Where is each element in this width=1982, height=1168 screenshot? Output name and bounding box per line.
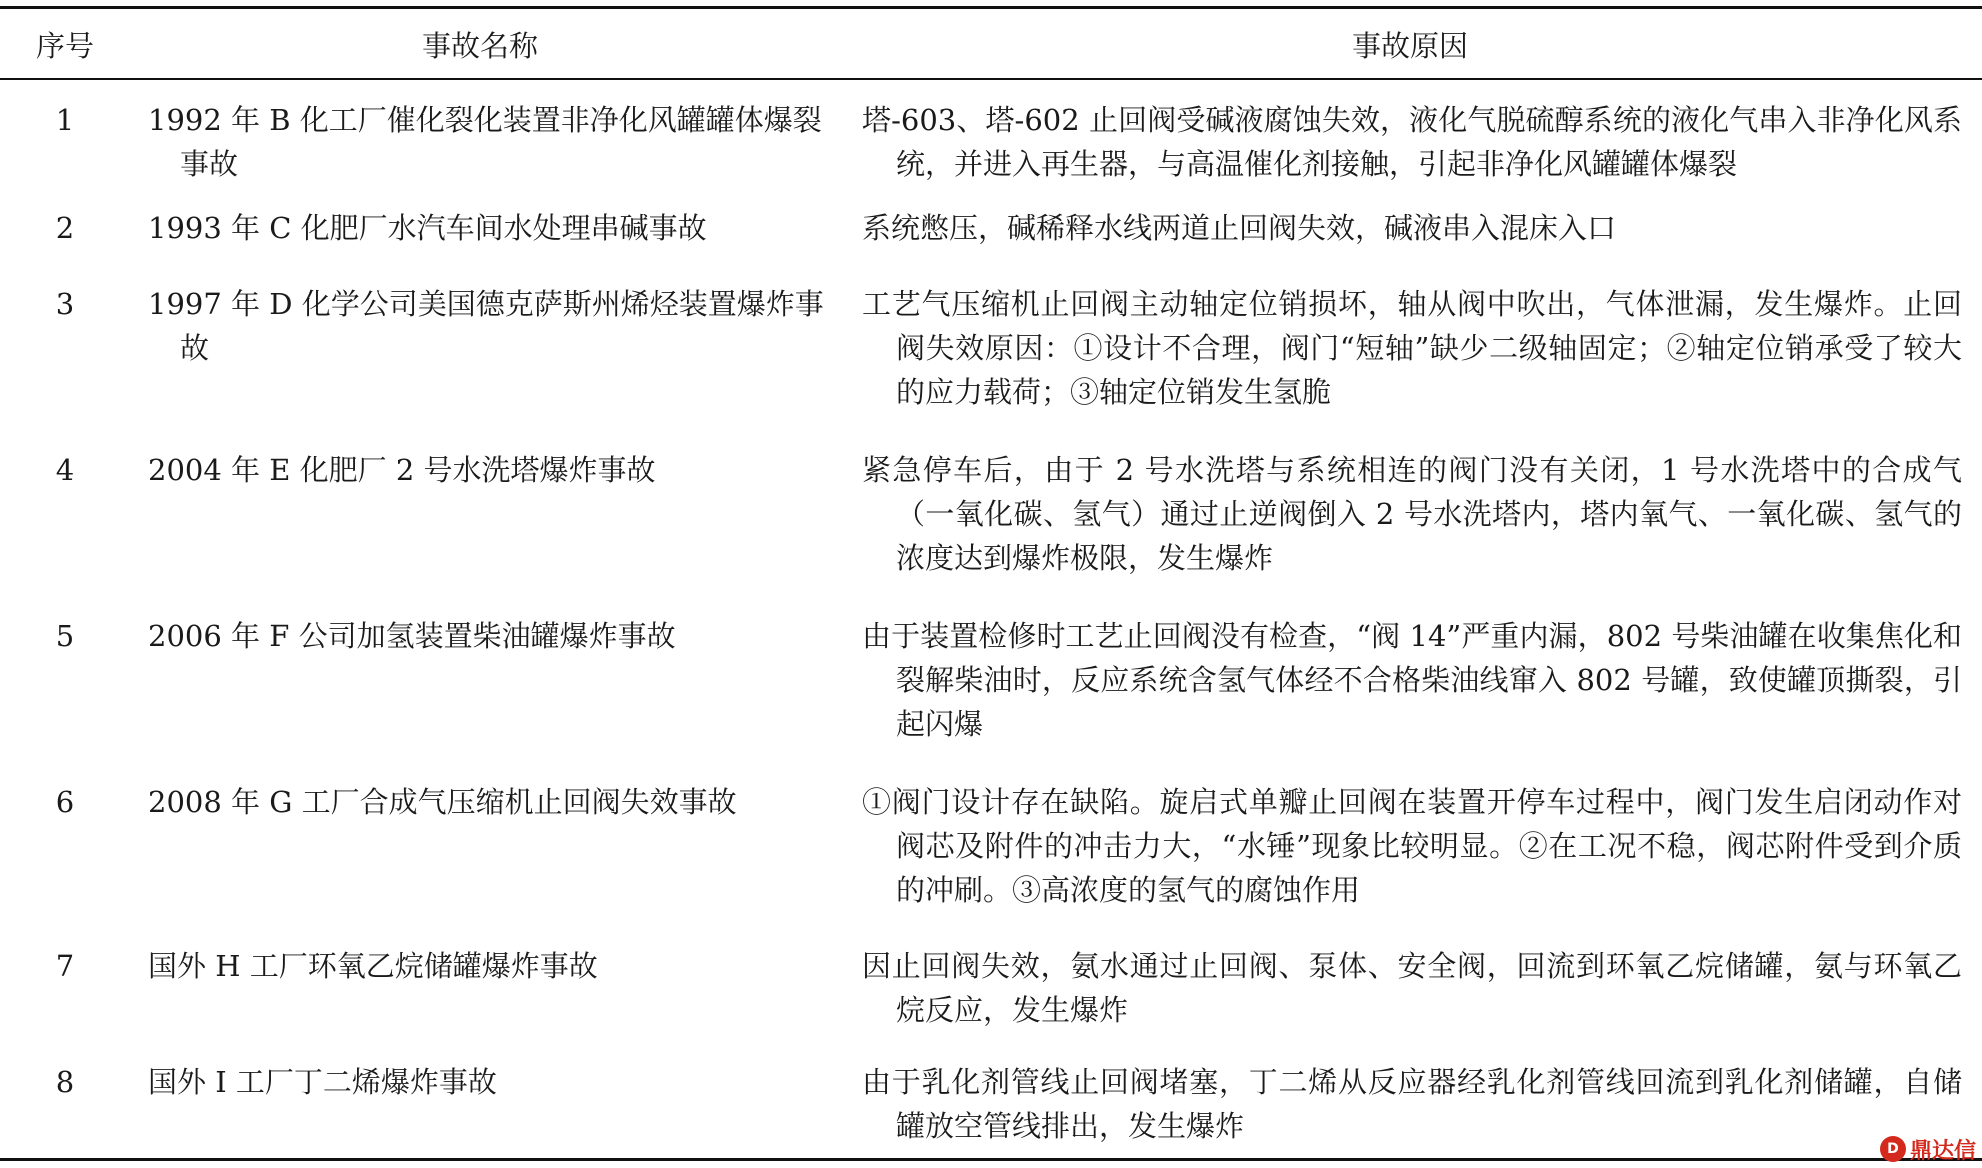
row-cause: 紧急停车后，由于 2 号水洗塔与系统相连的阀门没有关闭，1 号水洗塔中的合成气（一氧化碳、氢气）通过止逆阀倒入 2 号水洗塔内，塔内氧气、一氧化碳、氢气的浓度达到爆炸极限，发生爆炸: [862, 453, 1962, 575]
row-seq: 2: [55, 211, 75, 245]
row-seq: 8: [55, 1065, 75, 1099]
header-name: 事故名称: [421, 29, 538, 63]
table-header-rule: [0, 78, 1982, 80]
header-cause: 事故原因: [1351, 29, 1468, 63]
row-cause: 塔-603、塔-602 止回阀受碱液腐蚀失效，液化气脱硫醇系统的液化气串入非净化风系统，并进入再生器，与高温催化剂接触，引起非净化风罐罐体爆裂: [862, 103, 1962, 181]
row-seq: 7: [55, 949, 75, 983]
row-cause: 由于装置检修时工艺止回阀没有检查，“阀 14”严重内漏，802 号柴油罐在收集焦化和裂解柴油时，反应系统含氢气体经不合格柴油线窜入 802 号罐，致使罐顶撕裂，引起闪爆: [862, 619, 1962, 741]
row-name: 国外 I 工厂丁二烯爆炸事故: [148, 1065, 497, 1099]
row-cause: 工艺气压缩机止回阀主动轴定位销损坏，轴从阀中吹出，气体泄漏，发生爆炸。止回阀失效原因：①设计不合理，阀门“短轴”缺少二级轴固定；②轴定位销承受了较大的应力载荷；③轴定位销发生氢脆: [862, 287, 1962, 409]
row-seq: 4: [55, 453, 75, 487]
row-name: 1992 年 B 化工厂催化裂化装置非净化风罐罐体爆裂事故: [148, 103, 822, 181]
row-seq: 6: [55, 785, 75, 819]
row-seq: 3: [55, 287, 75, 321]
row-seq: 5: [55, 619, 75, 653]
watermark-logo: [1880, 1134, 1976, 1164]
table-bottom-rule: [0, 1158, 1982, 1161]
table-top-rule: [0, 6, 1982, 9]
row-name: 1997 年 D 化学公司美国德克萨斯州烯烃装置爆炸事故: [148, 287, 824, 365]
row-seq: 1: [55, 103, 75, 137]
row-cause: ①阀门设计存在缺陷。旋启式单瓣止回阀在装置开停车过程中，阀门发生启闭动作对阀芯及附件的冲击力大，“水锤”现象比较明显。②在工况不稳，阀芯附件受到介质的冲刷。③高浓度的氢气的腐蚀作用: [862, 785, 1962, 907]
watermark-badge-icon: D: [1880, 1136, 1906, 1162]
row-name: 2004 年 E 化肥厂 2 号水洗塔爆炸事故: [148, 453, 656, 487]
row-name: 1993 年 C 化肥厂水汽车间水处理串碱事故: [148, 211, 707, 245]
row-name: 2008 年 G 工厂合成气压缩机止回阀失效事故: [148, 785, 737, 819]
row-cause: 因止回阀失效，氨水通过止回阀、泵体、安全阀，回流到环氧乙烷储罐，氨与环氧乙烷反应，发生爆炸: [862, 949, 1962, 1027]
row-name: 国外 H 工厂环氧乙烷储罐爆炸事故: [148, 949, 598, 983]
header-seq: 序号: [35, 29, 94, 63]
row-cause: 系统憋压，碱稀释水线两道止回阀失效，碱液串入混床入口: [862, 211, 1617, 245]
row-name: 2006 年 F 公司加氢装置柴油罐爆炸事故: [148, 619, 676, 653]
row-cause: 由于乳化剂管线止回阀堵塞，丁二烯从反应器经乳化剂管线回流到乳化剂储罐，自储罐放空管线排出，发生爆炸: [862, 1065, 1962, 1143]
watermark-text: 鼎达信: [1909, 1138, 1976, 1164]
